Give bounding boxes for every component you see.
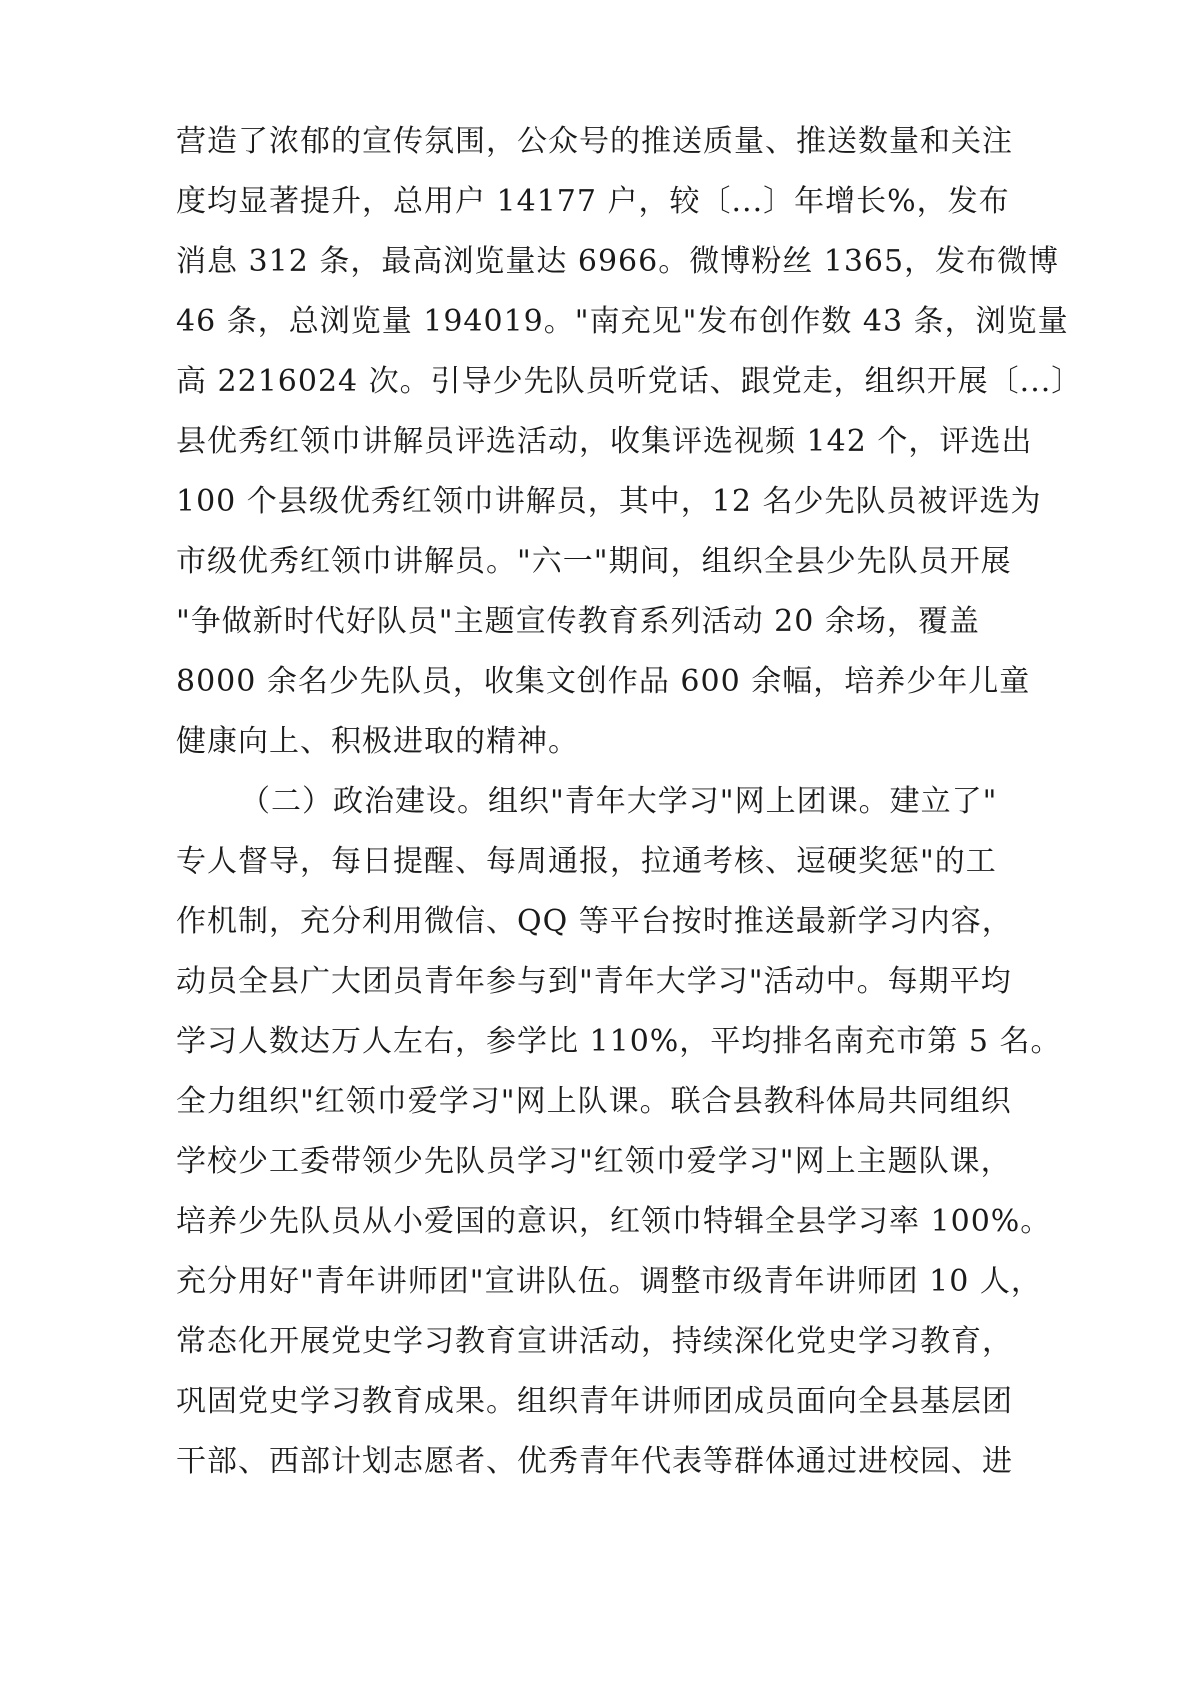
text-line: 46 条，总浏览量 194019。"南充见"发布创作数 43 条，浏览量 [176,304,1069,339]
text-line: 县优秀红领巾讲解员评选活动，收集评选视频 142 个，评选出 [176,424,1033,459]
text-line: 学习人数达万人左右，参学比 110%，平均排名南充市第 5 名。 [176,1024,1062,1059]
text-line: 8000 余名少先队员，收集文创作品 600 余幅，培养少年儿童 [176,664,1031,699]
text-line: 营造了浓郁的宣传氛围，公众号的推送质量、推送数量和关注 [176,124,1013,159]
text-line: 巩固党史学习教育成果。组织青年讲师团成员面向全县基层团 [176,1384,1013,1419]
text-line: 培养少先队员从小爱国的意识，红领巾特辑全县学习率 100%。 [176,1204,1052,1239]
text-line: 动员全县广大团员青年参与到"青年大学习"活动中。每期平均 [176,964,1012,999]
text-line: 作机制，充分利用微信、QQ 等平台按时推送最新学习内容， [176,904,1013,939]
text-line: 常态化开展党史学习教育宣讲活动，持续深化党史学习教育， [176,1324,1013,1359]
section-heading-line: （二）政治建设。组织"青年大学习"网上团课。建立了" [240,784,998,819]
text-line: 市级优秀红领巾讲解员。"六一"期间，组织全县少先队员开展 [176,544,1012,579]
body-text [176,112,1083,1492]
text-line: 充分用好"青年讲师团"宣讲队伍。调整市级青年讲师团 10 人， [176,1264,1042,1299]
text-line: 高 2216024 次。引导少先队员听党话、跟党走，组织开展〔...〕 [176,364,1083,399]
text-line: 学校少工委带领少先队员学习"红领巾爱学习"网上主题队课， [176,1144,1012,1179]
text-line: 全力组织"红领巾爱学习"网上队课。联合县教科体局共同组织 [176,1084,1012,1119]
text-line: 消息 312 条，最高浏览量达 6966。微博粉丝 1365，发布微博 [176,244,1060,279]
text-line: 健康向上、积极进取的精神。 [176,724,579,759]
text-line: 度均显著提升，总用户 14177 户，较〔...〕年增长%，发布 [176,184,1010,219]
text-line: 100 个县级优秀红领巾讲解员，其中，12 名少先队员被评选为 [176,484,1042,519]
text-line: "争做新时代好队员"主题宣传教育系列活动 20 余场，覆盖 [176,604,980,639]
text-line: 干部、西部计划志愿者、优秀青年代表等群体通过进校园、进 [176,1444,1013,1479]
text-line: 专人督导，每日提醒、每周通报，拉通考核、逗硬奖惩"的工 [176,844,997,879]
